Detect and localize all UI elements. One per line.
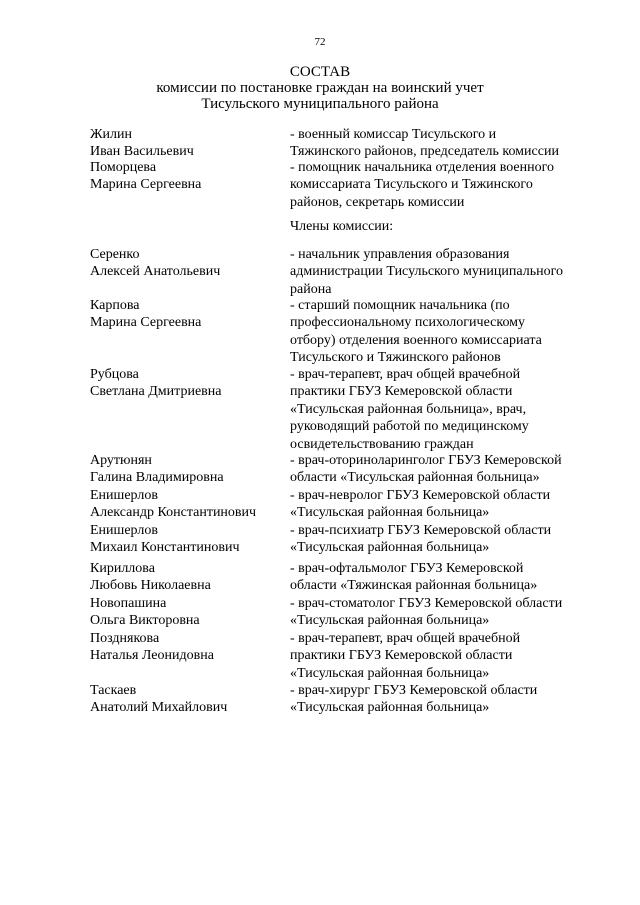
person-name: Поморцева Марина Сергеевна	[90, 160, 202, 193]
person-role: - врач-оториноларинголог ГБУЗ Кемеровской области «Тисульская районная больница»	[290, 453, 562, 486]
person-name: Жилин Иван Васильевич	[90, 127, 194, 160]
person-role: - врач-офтальмолог ГБУЗ Кемеровской области «Тяжинская районная больница»	[290, 561, 538, 594]
person-role: - старший помощник начальника (по профессиональному психологическому отбору) отделения военного комиссариата Тисульского и Тяжинского районов	[290, 298, 542, 366]
person-role: - врач-терапевт, врач общей врачебной практики ГБУЗ Кемеровской области «Тисульская районная больница»	[290, 631, 521, 681]
person-name: Рубцова Светлана Дмитриевна	[90, 367, 222, 400]
title-heading: СОСТАВ	[289, 64, 351, 80]
person-name: Енишерлов Александр Константинович	[90, 488, 257, 521]
title-district: Тисульского муниципального района	[201, 96, 439, 112]
members-heading: Члены комиссии:	[290, 219, 394, 234]
person-name: Кириллова Любовь Николаевна	[90, 561, 211, 594]
page-number: 72	[314, 36, 326, 48]
person-name: Карпова Марина Сергеевна	[90, 298, 202, 331]
person-role: - военный комиссар Тисульского и Тяжинского районов, председатель комиссии	[290, 127, 559, 160]
person-role: - врач-стоматолог ГБУЗ Кемеровской области «Тисульская районная больница»	[290, 596, 563, 629]
person-role: - врач-терапевт, врач общей врачебной практики ГБУЗ Кемеровской области «Тисульская районная больница», врач, руководящий работой по медицинскому освидетельствованию граждан	[290, 367, 529, 452]
person-name: Новопашина Ольга Викторовна	[90, 596, 200, 629]
person-role: - врач-психиатр ГБУЗ Кемеровской области «Тисульская районная больница»	[290, 523, 552, 556]
person-name: Арутюнян Галина Владимировна	[90, 453, 224, 486]
person-role: - начальник управления образования администрации Тисульского муниципального района	[290, 247, 563, 297]
person-role: - врач-хирург ГБУЗ Кемеровской области «Тисульская районная больница»	[290, 683, 538, 716]
person-name: Серенко Алексей Анатольевич	[90, 247, 221, 280]
person-name: Енишерлов Михаил Константинович	[90, 523, 240, 556]
person-name: Позднякова Наталья Леонидовна	[90, 631, 214, 664]
title-subheading: комиссии по постановке граждан на воинский учет	[156, 80, 484, 96]
person-name: Таскаев Анатолий Михайлович	[90, 683, 228, 716]
person-role: - врач-невролог ГБУЗ Кемеровской области «Тисульская районная больница»	[290, 488, 551, 521]
person-role: - помощник начальника отделения военного комиссариата Тисульского и Тяжинского районов, секретарь комиссии	[290, 160, 554, 210]
